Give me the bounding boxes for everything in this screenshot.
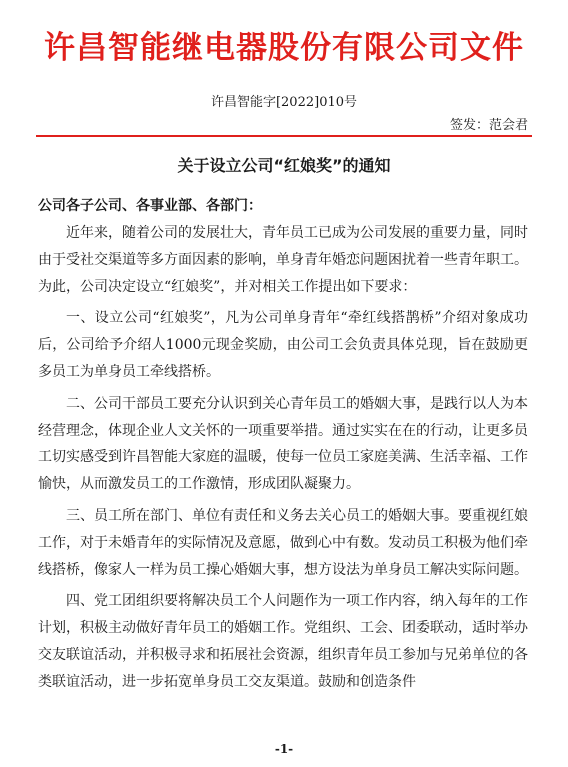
paragraph-item-3: 三、员工所在部门、单位有责任和义务去关心员工的婚姻大事。要重视红娘工作，对于未婚青年的实际情况及意愿，做到心中有数。发动员工积极为他们牵线搭桥，像家人一样为员工操心婚姻大事，想方设法为单身员工解决实际问题。 xyxy=(38,507,528,578)
document-header-title: 许昌智能继电器股份有限公司文件 xyxy=(44,30,524,66)
paragraph-item-2: 二、公司干部员工要充分认识到关心青年员工的婚姻大事，是践行以人为本经营理念，体现企业人文关怀的一项重要举措。通过实实在在的行动，让更多员工切实感受到许昌智能大家庭的温暖，使每一位员工家庭美满、生活幸福、工作愉快，从而激发员工的工作激情，形成团队凝聚力。 xyxy=(38,395,528,493)
page-number: -1- xyxy=(274,742,294,756)
notice-title: 关于设立公司“红娘奖”的通知 xyxy=(177,156,391,175)
document-number: 许昌智能字[2022]010号 xyxy=(210,95,358,110)
salutation: 公司各子公司、各事业部、各部门： xyxy=(38,198,262,214)
paragraph-item-1: 一、设立公司“红娘奖”，凡为公司单身青年“牵红线搭鹊桥”介绍对象成功后，公司给予介绍人1000元现金奖励，由公司工会负责具体兑现，旨在鼓励更多员工为单身员工牵线搭桥。 xyxy=(38,310,528,380)
header-divider xyxy=(36,135,532,137)
document-signer: 签发：范会君 xyxy=(449,118,528,133)
paragraph-item-4: 四、党工团组织要将解决员工个人问题作为一项工作内容，纳入每年的工作计划，积极主动做好青年员工的婚姻工作。党组织、工会、团委联动，适时举办交友联谊活动，并积极寻求和拓展社会资源，组织青年员工参加与兄弟单位的各类联谊活动，进一步拓宽单身员工交友渠道。鼓励和创造条件 xyxy=(38,593,528,690)
notice-body xyxy=(38,193,528,701)
paragraph-intro: 近年来，随着公司的发展壮大，青年员工已成为公司发展的重要力量，同时由于受社交渠道等多方面因素的影响，单身青年婚恋问题困扰着一些青年职工。为此，公司决定设立“红娘奖”，并对相关工作提出如下要求： xyxy=(38,225,528,295)
